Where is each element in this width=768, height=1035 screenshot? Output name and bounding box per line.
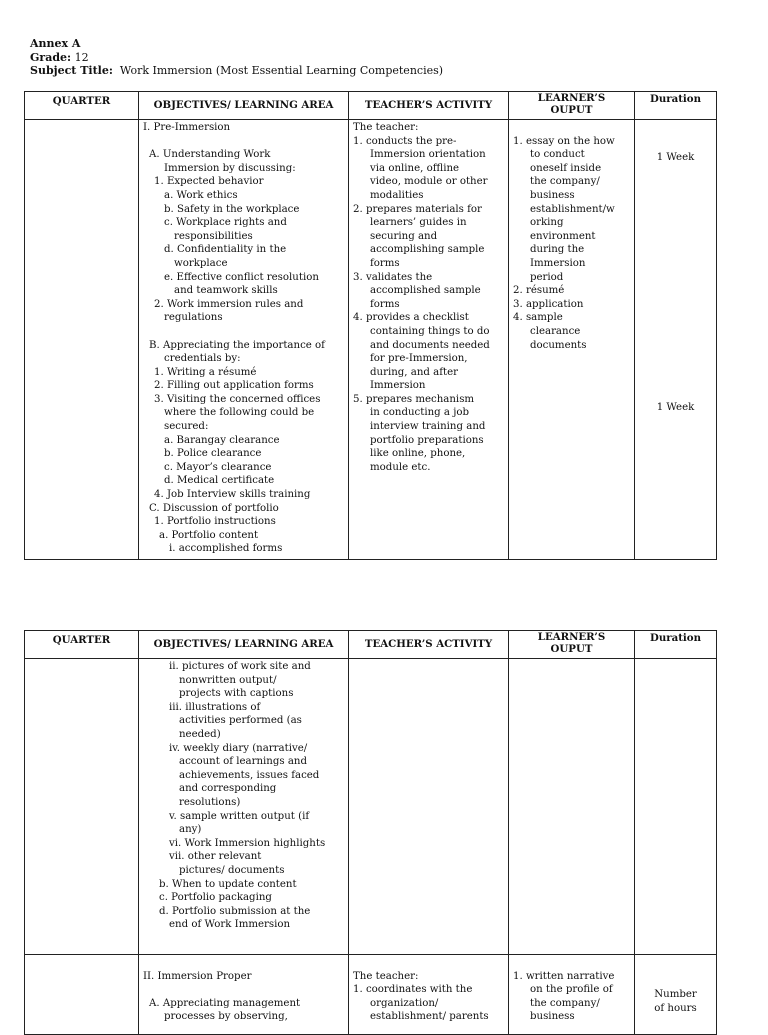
document-header	[30, 37, 443, 78]
text-line: learners’ guides in	[370, 217, 467, 229]
text-line: A. Understanding Work	[149, 149, 271, 161]
col-duration: Duration	[635, 92, 717, 120]
teacher-activity-cell	[349, 659, 509, 955]
text-line: on the profile of	[530, 984, 613, 996]
text-line: securing and	[370, 230, 438, 242]
text-line: B. Appreciating the importance of	[149, 339, 325, 351]
duration-cell	[635, 120, 717, 560]
text-line: c. Portfolio packaging	[159, 892, 272, 904]
text-line: 2. Work immersion rules and	[154, 298, 304, 310]
text-line: The teacher:	[353, 970, 419, 982]
text-line: modalities	[370, 189, 424, 201]
text-line	[143, 135, 344, 149]
text-line: via online, offline	[370, 162, 460, 174]
table-header-row	[25, 92, 717, 120]
teacher-activity-cell	[349, 120, 509, 560]
text-line: Immersion by discussing:	[164, 162, 296, 174]
text-line: vii. other relevant	[169, 851, 262, 863]
text-line: 4. sample	[513, 312, 563, 324]
text-line: nonwritten output/	[179, 674, 277, 686]
text-line: period	[530, 271, 564, 283]
col-teacher-activity: TEACHER’S ACTIVITY	[349, 92, 509, 120]
text-line: credentials by:	[164, 353, 241, 365]
text-line	[353, 956, 504, 970]
text-line: account of learnings and	[179, 756, 307, 768]
col-duration: Duration	[635, 631, 717, 659]
text-line: 5. prepares mechanism	[353, 393, 475, 405]
text-line: responsibilities	[174, 230, 253, 242]
text-line: 4. provides a checklist	[353, 312, 469, 324]
text-line: interview training and	[370, 421, 486, 433]
text-line: and documents needed	[370, 339, 490, 351]
col-teacher-activity: TEACHER’S ACTIVITY	[349, 631, 509, 659]
text-line	[513, 956, 630, 970]
table-row	[25, 659, 717, 955]
table-row	[25, 120, 717, 560]
text-line: for pre-Immersion,	[370, 353, 468, 365]
text-line: the company/	[530, 997, 600, 1009]
text-line: I. Pre-Immersion	[143, 122, 231, 133]
text-line: like online, phone,	[370, 448, 466, 460]
text-line: where the following could be	[164, 407, 315, 419]
text-line: establishment/ parents	[370, 1011, 489, 1023]
text-line: any)	[179, 824, 202, 836]
text-line: A. Appreciating management	[149, 997, 301, 1009]
col-quarter: QUARTER	[25, 92, 139, 120]
subject-line: Subject Title: Work Immersion (Most Essential Learning Competencies)	[30, 64, 444, 77]
text-line: Immersion orientation	[370, 149, 486, 161]
text-line: activities performed (as	[179, 715, 302, 727]
text-line: 1. Portfolio instructions	[154, 516, 276, 528]
text-line: regulations	[164, 312, 223, 324]
text-line: module etc.	[370, 461, 431, 473]
text-line: iv. weekly diary (narrative/	[169, 742, 308, 754]
text-line: workplace	[174, 257, 228, 269]
text-line: 1. conducts the pre-	[353, 135, 457, 147]
competencies-table-1	[24, 91, 717, 560]
competencies-table-2	[24, 630, 717, 1035]
text-line: oneself inside	[530, 162, 602, 174]
col-learner-output: LEARNER’S OUPUT	[509, 631, 635, 659]
duration-cell	[635, 659, 717, 955]
duration-value: 1 Week	[656, 152, 695, 163]
text-line: business	[530, 189, 575, 201]
text-line: ii. pictures of work site and	[169, 661, 311, 672]
text-line: to conduct	[530, 149, 585, 161]
duration-value: Number of hours	[654, 989, 697, 1014]
text-line: orking	[530, 217, 564, 229]
text-line: during, and after	[370, 366, 459, 378]
text-line: documents	[530, 339, 587, 351]
text-line: 2. Filling out application forms	[154, 380, 314, 392]
text-line: video, module or other	[370, 176, 488, 188]
text-line: and teamwork skills	[174, 285, 278, 297]
text-line: iii. illustrations of	[169, 701, 261, 713]
text-line: accomplished sample	[370, 285, 481, 297]
col-objectives: OBJECTIVES/ LEARNING AREA	[139, 631, 349, 659]
text-line: The teacher:	[353, 122, 419, 133]
text-line: a. Barangay clearance	[164, 434, 280, 446]
text-line: Immersion	[370, 380, 426, 392]
text-line: and corresponding	[179, 783, 277, 795]
text-line: establishment/w	[530, 203, 615, 215]
text-line: accomplishing sample	[370, 244, 485, 256]
text-line: d. Confidentiality in the	[164, 244, 287, 256]
text-line: organization/	[370, 997, 439, 1009]
text-line: projects with captions	[179, 688, 294, 700]
text-line: end of Work Immersion	[169, 919, 291, 931]
duration-cell	[635, 955, 717, 1035]
text-line	[143, 983, 344, 997]
text-line: 1. coordinates with the	[353, 984, 473, 996]
learner-output-cell	[509, 955, 635, 1035]
text-line	[143, 956, 344, 970]
table-header-row	[25, 631, 717, 659]
objectives-cell	[139, 120, 349, 560]
text-line: portfolio preparations	[370, 434, 484, 446]
text-line: c. Workplace rights and	[164, 217, 287, 229]
text-line: d. Portfolio submission at the	[159, 905, 311, 917]
text-line: the company/	[530, 176, 600, 188]
quarter-cell	[25, 955, 139, 1035]
text-line: secured:	[164, 421, 209, 433]
col-objectives: OBJECTIVES/ LEARNING AREA	[139, 92, 349, 120]
col-quarter: QUARTER	[25, 631, 139, 659]
text-line	[513, 121, 630, 135]
text-line: 3. validates the	[353, 271, 433, 283]
text-line: C. Discussion of portfolio	[149, 502, 279, 514]
text-line: b. Police clearance	[164, 448, 262, 460]
objectives-cell	[139, 659, 349, 955]
text-line: achievements, issues faced	[179, 769, 320, 781]
text-line: v. sample written output (if	[169, 810, 310, 822]
text-line: a. Portfolio content	[159, 529, 259, 541]
teacher-activity-cell	[349, 955, 509, 1035]
text-line: pictures/ documents	[179, 864, 285, 876]
text-line: b. When to update content	[159, 878, 297, 890]
text-line: c. Mayor’s clearance	[164, 461, 272, 473]
text-line: 2. prepares materials for	[353, 203, 482, 215]
quarter-cell	[25, 120, 139, 560]
annex-title: Annex A	[30, 37, 81, 50]
text-line	[143, 325, 344, 339]
objectives-cell	[139, 955, 349, 1035]
table-row	[25, 955, 717, 1035]
text-line: during the	[530, 244, 585, 256]
quarter-cell	[25, 659, 139, 955]
text-line: containing things to do	[370, 325, 490, 337]
text-line: i. accomplished forms	[169, 543, 283, 555]
text-line: clearance	[530, 325, 581, 337]
text-line: vi. Work Immersion highlights	[169, 837, 326, 849]
text-line: 4. Job Interview skills training	[154, 489, 311, 501]
learner-output-cell	[509, 120, 635, 560]
text-line: 2. résumé	[513, 285, 565, 297]
text-line: 1. Expected behavior	[154, 176, 264, 188]
duration-value: 1 Week	[656, 401, 695, 413]
text-line: d. Medical certificate	[164, 475, 275, 487]
text-line: environment	[530, 230, 596, 242]
text-line: 1. essay on the how	[513, 135, 615, 147]
text-line: forms	[370, 257, 400, 269]
text-line: in conducting a job	[370, 407, 470, 419]
text-line: needed)	[179, 728, 221, 740]
grade-line: Grade: 12	[30, 50, 89, 64]
text-line: Immersion	[530, 257, 586, 269]
text-line: 3. Visiting the concerned offices	[154, 393, 321, 405]
text-line: b. Safety in the workplace	[164, 203, 300, 215]
text-line: a. Work ethics	[164, 189, 238, 201]
text-line: 1. written narrative	[513, 970, 615, 982]
learner-output-cell	[509, 659, 635, 955]
text-line: 1. Writing a résumé	[154, 366, 257, 378]
col-learner-output: LEARNER’S OUPUT	[509, 92, 635, 120]
text-line: 3. application	[513, 298, 584, 310]
text-line: resolutions)	[179, 796, 241, 808]
text-line: processes by observing,	[164, 1011, 288, 1023]
text-line: II. Immersion Proper	[143, 970, 252, 982]
text-line: forms	[370, 298, 400, 310]
text-line: business	[530, 1011, 575, 1023]
text-line: e. Effective conflict resolution	[164, 271, 319, 283]
